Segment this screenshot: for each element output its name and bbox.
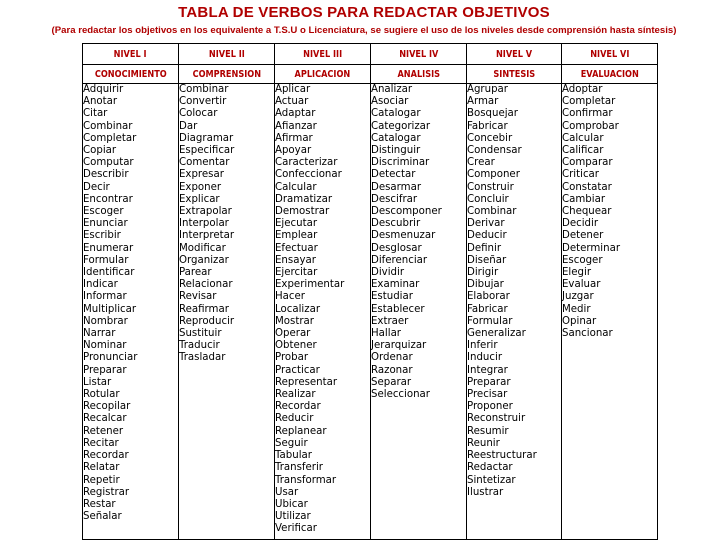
- level-header-5: NIVEL V: [467, 44, 562, 65]
- verb-item: Dibujar: [467, 279, 504, 291]
- verb-item: Examinar: [371, 279, 420, 291]
- verb-item: Elegir: [562, 267, 592, 279]
- verb-item: Combinar: [467, 206, 517, 218]
- category-header-2: COMPRENSION: [179, 65, 275, 84]
- verb-item: Obtener: [275, 340, 317, 352]
- verb-item: Proponer: [467, 401, 513, 413]
- verb-item: Tabular: [275, 450, 312, 462]
- verb-item: Adaptar: [275, 108, 316, 120]
- verb-list: [467, 84, 561, 499]
- verb-item: Deducir: [467, 230, 507, 242]
- page-subtitle: (Para redactar los objetivos en los equivalente a T.S.U o Licenciatura, se sugiere el uso de los niveles desde comprensión hasta síntesis): [51, 25, 677, 36]
- verb-item: Fabricar: [467, 303, 508, 315]
- verb-item: Opinar: [562, 315, 597, 327]
- verb-item: Afianzar: [275, 120, 317, 132]
- verb-item: Recopilar: [83, 401, 131, 413]
- verb-item: Anotar: [83, 96, 118, 108]
- verb-item: Concluir: [467, 193, 509, 205]
- verb-item: Armar: [467, 96, 499, 108]
- verb-item: Formular: [83, 254, 129, 266]
- verb-item: Diseñar: [467, 254, 507, 266]
- verb-item: Informar: [83, 291, 127, 303]
- verb-item: Calcular: [562, 132, 604, 144]
- verb-item: Cambiar: [562, 193, 606, 205]
- level-header-1: NIVEL I: [83, 44, 179, 65]
- verb-item: Combinar: [83, 120, 133, 132]
- verb-item: Calcular: [275, 181, 317, 193]
- verb-item: Aplicar: [275, 84, 311, 95]
- level-header-row: [83, 44, 658, 65]
- verb-item: Seguir: [275, 437, 308, 449]
- verb-item: Reducir: [275, 413, 314, 425]
- verb-item: Construir: [467, 181, 514, 193]
- verb-item: Descifrar: [371, 193, 418, 205]
- verb-column-2: [179, 84, 275, 540]
- verb-item: Adoptar: [562, 84, 603, 95]
- verb-column-1: [83, 84, 179, 540]
- verb-item: Desarmar: [371, 181, 422, 193]
- verb-item: Ordenar: [371, 352, 413, 364]
- verb-item: Reproducir: [179, 315, 235, 327]
- verb-column-5: [467, 84, 562, 540]
- verb-item: Condensar: [467, 145, 522, 157]
- verb-item: Comprobar: [562, 120, 619, 132]
- verb-item: Chequear: [562, 206, 612, 218]
- verb-item: Diagramar: [179, 132, 234, 144]
- level-header-6: NIVEL VI: [562, 44, 658, 65]
- verb-item: Nominar: [83, 340, 127, 352]
- verb-item: Constatar: [562, 181, 612, 193]
- verb-item: Demostrar: [275, 206, 330, 218]
- verb-item: Especificar: [179, 145, 235, 157]
- verb-item: Resumir: [467, 425, 509, 437]
- verb-item: Transferir: [275, 462, 323, 474]
- verb-item: Computar: [83, 157, 134, 169]
- verb-item: Escoger: [83, 206, 124, 218]
- verb-item: Exponer: [179, 181, 222, 193]
- verb-item: Confeccionar: [275, 169, 342, 181]
- verbs-table: [82, 43, 658, 540]
- verb-item: Señalar: [83, 511, 122, 523]
- verb-item: Decidir: [562, 218, 599, 230]
- verb-item: Combinar: [179, 84, 229, 95]
- verb-item: Colocar: [179, 108, 218, 120]
- verb-item: Separar: [371, 376, 412, 388]
- verb-item: Transformar: [275, 474, 337, 486]
- verb-item: Estudiar: [371, 291, 413, 303]
- verb-item: Confirmar: [562, 108, 613, 120]
- verb-item: Mostrar: [275, 315, 314, 327]
- verb-list: [275, 84, 370, 536]
- verb-item: Generalizar: [467, 328, 526, 340]
- verb-item: Escoger: [562, 254, 603, 266]
- verb-item: Trasladar: [179, 352, 226, 364]
- level-header-2: NIVEL II: [179, 44, 275, 65]
- verb-item: Decir: [83, 181, 110, 193]
- verb-item: Afirmar: [275, 132, 313, 144]
- verb-item: Sustituir: [179, 328, 222, 340]
- verb-item: Catalogar: [371, 132, 421, 144]
- category-header-4: ANALISIS: [371, 65, 467, 84]
- category-header-6: EVALUACION: [562, 65, 658, 84]
- verb-item: Operar: [275, 328, 311, 340]
- verb-item: Expresar: [179, 169, 224, 181]
- verb-item: Escribir: [83, 230, 121, 242]
- verb-item: Distinguir: [371, 145, 421, 157]
- verb-item: Probar: [275, 352, 309, 364]
- verb-item: Listar: [83, 376, 112, 388]
- category-header-5: SINTESIS: [467, 65, 562, 84]
- verb-item: Interpretar: [179, 230, 235, 242]
- verb-item: Seleccionar: [371, 389, 430, 401]
- verb-item: Determinar: [562, 242, 621, 254]
- verb-item: Organizar: [179, 254, 229, 266]
- verb-item: Citar: [83, 108, 108, 120]
- verb-item: Recalcar: [83, 413, 127, 425]
- verb-item: Jerarquizar: [371, 340, 427, 352]
- verb-item: Criticar: [562, 169, 599, 181]
- verb-item: Extraer: [371, 315, 409, 327]
- verb-list: [83, 84, 178, 523]
- verb-item: Razonar: [371, 364, 413, 376]
- verb-item: Derivar: [467, 218, 505, 230]
- level-header-3: NIVEL III: [275, 44, 371, 65]
- verb-item: Establecer: [371, 303, 425, 315]
- verb-column-3: [275, 84, 371, 540]
- verb-item: Calificar: [562, 145, 604, 157]
- verb-item: Rotular: [83, 389, 120, 401]
- verb-item: Dramatizar: [275, 193, 333, 205]
- verb-item: Sancionar: [562, 328, 613, 340]
- verb-item: Apoyar: [275, 145, 312, 157]
- verb-item: Juzgar: [562, 291, 594, 303]
- verb-item: Reunir: [467, 437, 500, 449]
- verb-item: Agrupar: [467, 84, 508, 95]
- verb-item: Verificar: [275, 523, 317, 535]
- verb-item: Ejecutar: [275, 218, 318, 230]
- verb-item: Medir: [562, 303, 591, 315]
- verb-item: Fabricar: [467, 120, 508, 132]
- verb-item: Hallar: [371, 328, 401, 340]
- verb-item: Componer: [467, 169, 520, 181]
- verb-item: Extrapolar: [179, 206, 232, 218]
- verb-item: Recordar: [83, 450, 129, 462]
- verb-item: Elaborar: [467, 291, 510, 303]
- verb-list: [371, 84, 466, 401]
- verb-item: Multiplicar: [83, 303, 137, 315]
- verb-item: Integrar: [467, 364, 508, 376]
- verb-item: Dirigir: [467, 267, 499, 279]
- verb-item: Definir: [467, 242, 502, 254]
- verb-item: Pronunciar: [83, 352, 138, 364]
- verb-item: Dividir: [371, 267, 405, 279]
- page-title: TABLA DE VERBOS PARA REDACTAR OBJETIVOS: [178, 4, 550, 21]
- verb-item: Narrar: [83, 328, 116, 340]
- verb-item: Realizar: [275, 389, 316, 401]
- verb-item: Detectar: [371, 169, 416, 181]
- verbs-row: [83, 84, 658, 540]
- verb-item: Concebir: [467, 132, 513, 144]
- verb-item: Descubrir: [371, 218, 421, 230]
- verb-item: Asociar: [371, 96, 409, 108]
- verb-item: Emplear: [275, 230, 318, 242]
- verb-item: Describir: [83, 169, 129, 181]
- verb-item: Revisar: [179, 291, 217, 303]
- verb-item: Formular: [467, 315, 513, 327]
- verb-item: Analizar: [371, 84, 413, 95]
- verb-item: Utilizar: [275, 511, 311, 523]
- verb-item: Completar: [83, 132, 137, 144]
- verb-item: Caracterizar: [275, 157, 338, 169]
- verb-item: Discriminar: [371, 157, 430, 169]
- verb-item: Relatar: [83, 462, 120, 474]
- verb-item: Reconstruir: [467, 413, 526, 425]
- verb-item: Preparar: [467, 376, 511, 388]
- verb-column-6: [562, 84, 658, 540]
- verb-item: Explicar: [179, 193, 220, 205]
- verb-item: Traducir: [179, 340, 220, 352]
- verb-item: Repetir: [83, 474, 120, 486]
- verb-item: Retener: [83, 425, 124, 437]
- verb-item: Sintetizar: [467, 474, 516, 486]
- verb-item: Modificar: [179, 242, 226, 254]
- verb-item: Ilustrar: [467, 486, 504, 498]
- verb-item: Recitar: [83, 437, 119, 449]
- verb-item: Encontrar: [83, 193, 133, 205]
- verb-item: Adquirir: [83, 84, 124, 95]
- verb-item: Hacer: [275, 291, 305, 303]
- verb-list: [562, 84, 657, 340]
- verb-item: Crear: [467, 157, 495, 169]
- verb-item: Experimentar: [275, 279, 345, 291]
- verb-item: Bosquejar: [467, 108, 518, 120]
- verb-item: Replanear: [275, 425, 327, 437]
- verb-item: Comentar: [179, 157, 230, 169]
- verb-item: Redactar: [467, 462, 513, 474]
- verb-item: Recordar: [275, 401, 321, 413]
- verb-item: Identificar: [83, 267, 135, 279]
- verb-item: Desglosar: [371, 242, 422, 254]
- verb-item: Catalogar: [371, 108, 421, 120]
- verb-item: Detener: [562, 230, 604, 242]
- verb-item: Ensayar: [275, 254, 316, 266]
- verb-item: Relacionar: [179, 279, 233, 291]
- verb-item: Parear: [179, 267, 212, 279]
- verb-item: Indicar: [83, 279, 118, 291]
- verb-item: Categorizar: [371, 120, 431, 132]
- verb-item: Comparar: [562, 157, 613, 169]
- verb-item: Enumerar: [83, 242, 134, 254]
- verb-item: Reafirmar: [179, 303, 229, 315]
- category-header-row: [83, 65, 658, 84]
- verb-item: Evaluar: [562, 279, 601, 291]
- verb-item: Localizar: [275, 303, 321, 315]
- verb-item: Precisar: [467, 389, 508, 401]
- verb-list: [179, 84, 274, 365]
- verb-item: Interpolar: [179, 218, 229, 230]
- verb-item: Copiar: [83, 145, 117, 157]
- verb-item: Diferenciar: [371, 254, 428, 266]
- verb-item: Actuar: [275, 96, 309, 108]
- verb-item: Desmenuzar: [371, 230, 436, 242]
- verb-item: Usar: [275, 486, 299, 498]
- verb-item: Enunciar: [83, 218, 128, 230]
- verb-item: Reestructurar: [467, 450, 537, 462]
- category-header-3: APLICACION: [275, 65, 371, 84]
- verb-item: Preparar: [83, 364, 127, 376]
- level-header-4: NIVEL IV: [371, 44, 467, 65]
- verb-item: Inferir: [467, 340, 498, 352]
- verb-item: Ubicar: [275, 498, 308, 510]
- verb-item: Registrar: [83, 486, 130, 498]
- verb-item: Efectuar: [275, 242, 318, 254]
- verb-column-4: [371, 84, 467, 540]
- verb-item: Representar: [275, 376, 338, 388]
- verb-item: Practicar: [275, 364, 320, 376]
- verb-item: Nombrar: [83, 315, 128, 327]
- verb-item: Descomponer: [371, 206, 442, 218]
- verb-item: Convertir: [179, 96, 227, 108]
- verb-item: Inducir: [467, 352, 503, 364]
- verb-item: Dar: [179, 120, 198, 132]
- verb-item: Ejercitar: [275, 267, 318, 279]
- verb-item: Restar: [83, 498, 116, 510]
- verb-item: Completar: [562, 96, 616, 108]
- category-header-1: CONOCIMIENTO: [83, 65, 179, 84]
